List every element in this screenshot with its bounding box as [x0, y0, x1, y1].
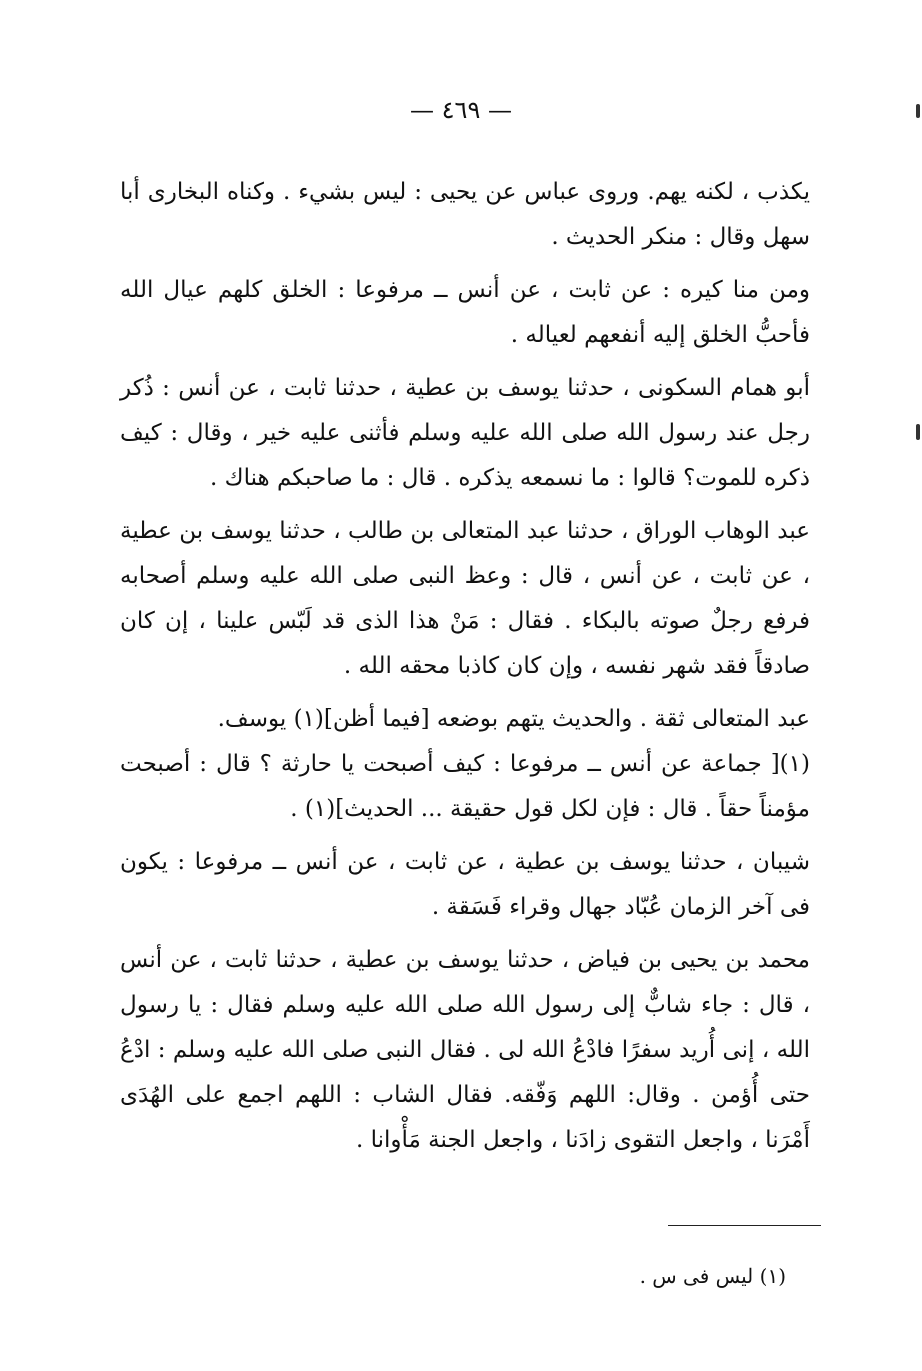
paragraph: محمد بن يحيى بن فياض ، حدثنا يوسف بن عطية ، حدثنا ثابت ، عن أنس ، قال : جاء شابٌّ إلى رسول الله صلى الله عليه وسلم فقال : يا رسول الله ، إنى أُريد سفرًا فادْعُ الله لى . فقال النبى صلى الله عليه وسلم : ادْعُ حتى أُؤمن . وقال: اللهم وَفّقه. فقال الشاب : اللهم اجمع على الهُدَى أَمْرَنا ، واجعل التقوى زادَنا ، واجعل الجنة مَأْوانا .	[120, 947, 810, 1153]
footnote: (١) ليس فى س .	[639, 1264, 786, 1288]
paragraph: ومن منا كيره : عن ثابت ، عن أنس ــ مرفوعا : الخلق كلهم عيال الله فأحبُّ الخلق إليه أنفعهم لعياله .	[120, 277, 810, 348]
paragraph: يكذب ، لكنه يهم. وروى عباس عن يحيى : ليس بشيء . وكناه البخارى أبا سهل وقال : منكر الحديث .	[120, 179, 810, 250]
body-text	[120, 170, 810, 1163]
page-number: — ٤٦٩ —	[410, 96, 512, 124]
paragraph: عبد المتعالى ثقة . والحديث يتهم بوضعه [فيما أظن](١) يوسف.	[217, 706, 810, 732]
paragraph: أبو همام السكونى ، حدثنا يوسف بن عطية ، حدثنا ثابت ، عن أنس : ذُكر رجل عند رسول الله صلى الله عليه وسلم فأثنى عليه خير ، وقال : كيف ذكره للموت؟ قالوا : ما نسمعه يذكره . قال : ما صاحبكم هناك .	[120, 375, 810, 491]
paragraph: شيبان ، حدثنا يوسف بن عطية ، عن ثابت ، عن أنس ــ مرفوعا : يكون فى آخر الزمان عُبّاد جهال وقراء فَسَقة .	[120, 849, 810, 920]
scan-edge-mark	[916, 104, 920, 118]
footnote-divider	[668, 1225, 821, 1226]
scan-edge-mark	[916, 424, 920, 440]
paragraph: (١)[ جماعة عن أنس ــ مرفوعا : كيف أصبحت يا حارثة ؟ قال : أصبحت مؤمناً حقاً . قال : فإن لكل قول حقيقة ... الحديث](١) .	[120, 751, 810, 822]
paragraph: عبد الوهاب الوراق ، حدثنا عبد المتعالى بن طالب ، حدثنا يوسف بن عطية ، عن ثابت ، عن أنس ، قال : وعظ النبى صلى الله عليه وسلم أصحابه فرفع رجلٌ صوته بالبكاء . فقال : مَنْ هذا الذى قد لَبّس علينا ، إن كان صادقاً فقد شهر نفسه ، وإن كان كاذبا محقه الله .	[120, 518, 810, 679]
